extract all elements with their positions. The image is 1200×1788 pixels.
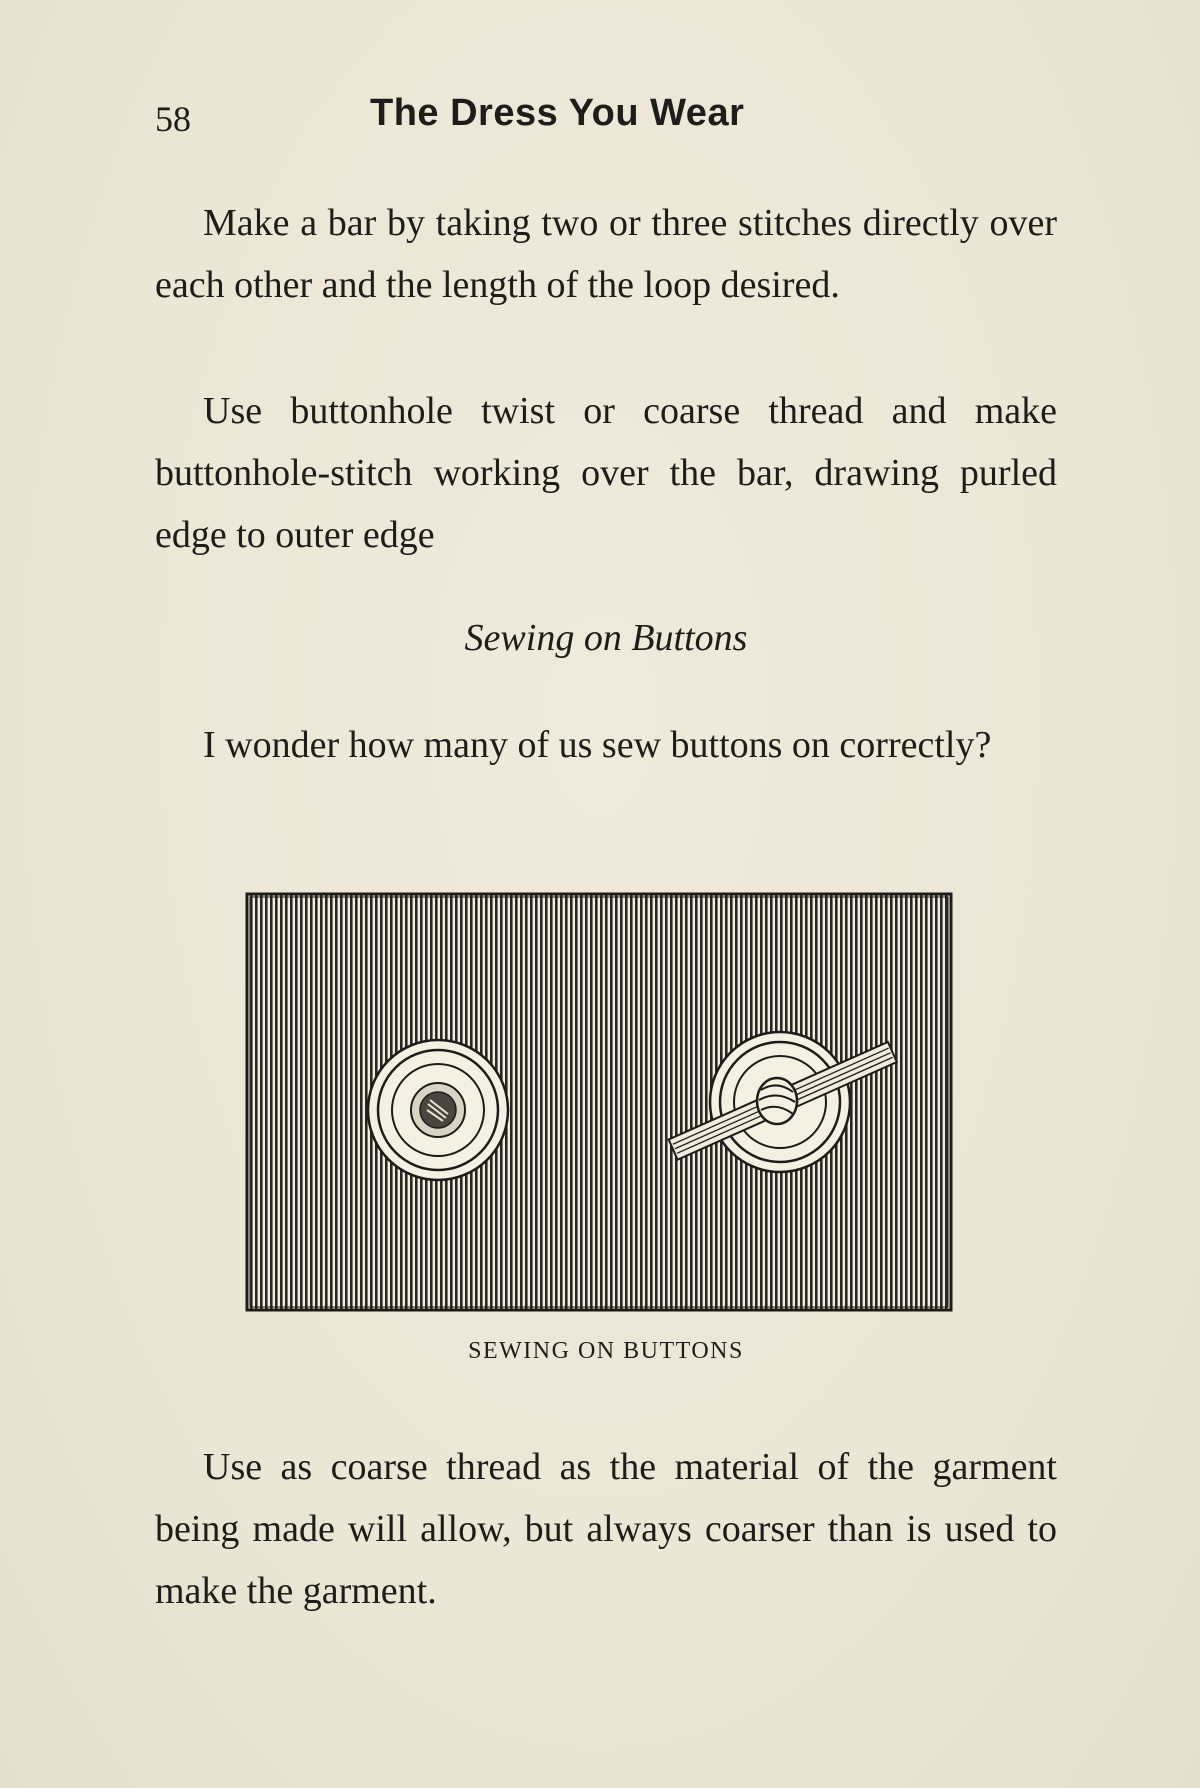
paragraph-buttonhole-twist: Use buttonhole twist or coarse thread and make buttonhole-stitch working over the bar, drawing purled edge to outer edge [155,390,1057,556]
paragraph-coarse-thread: Use as coarse thread as the material of the garment being made will allow, but always coarser than is used to make the garment. [155,1446,1057,1612]
running-head [155,92,1055,152]
figure-caption: SEWING ON BUTTONS [468,1338,744,1364]
running-title: The Dress You Wear [370,92,745,134]
left-button-icon [368,1040,508,1180]
paragraph-bar-instructions: Make a bar by taking two or three stitches directly over each other and the length of the loop desired. [155,202,1057,306]
paragraph-intro-question: I wonder how many of us sew buttons on correctly? [203,724,992,766]
sewing-buttons-illustration [245,892,953,1312]
page-number: 58 [155,99,191,139]
section-heading: Sewing on Buttons [464,617,748,659]
